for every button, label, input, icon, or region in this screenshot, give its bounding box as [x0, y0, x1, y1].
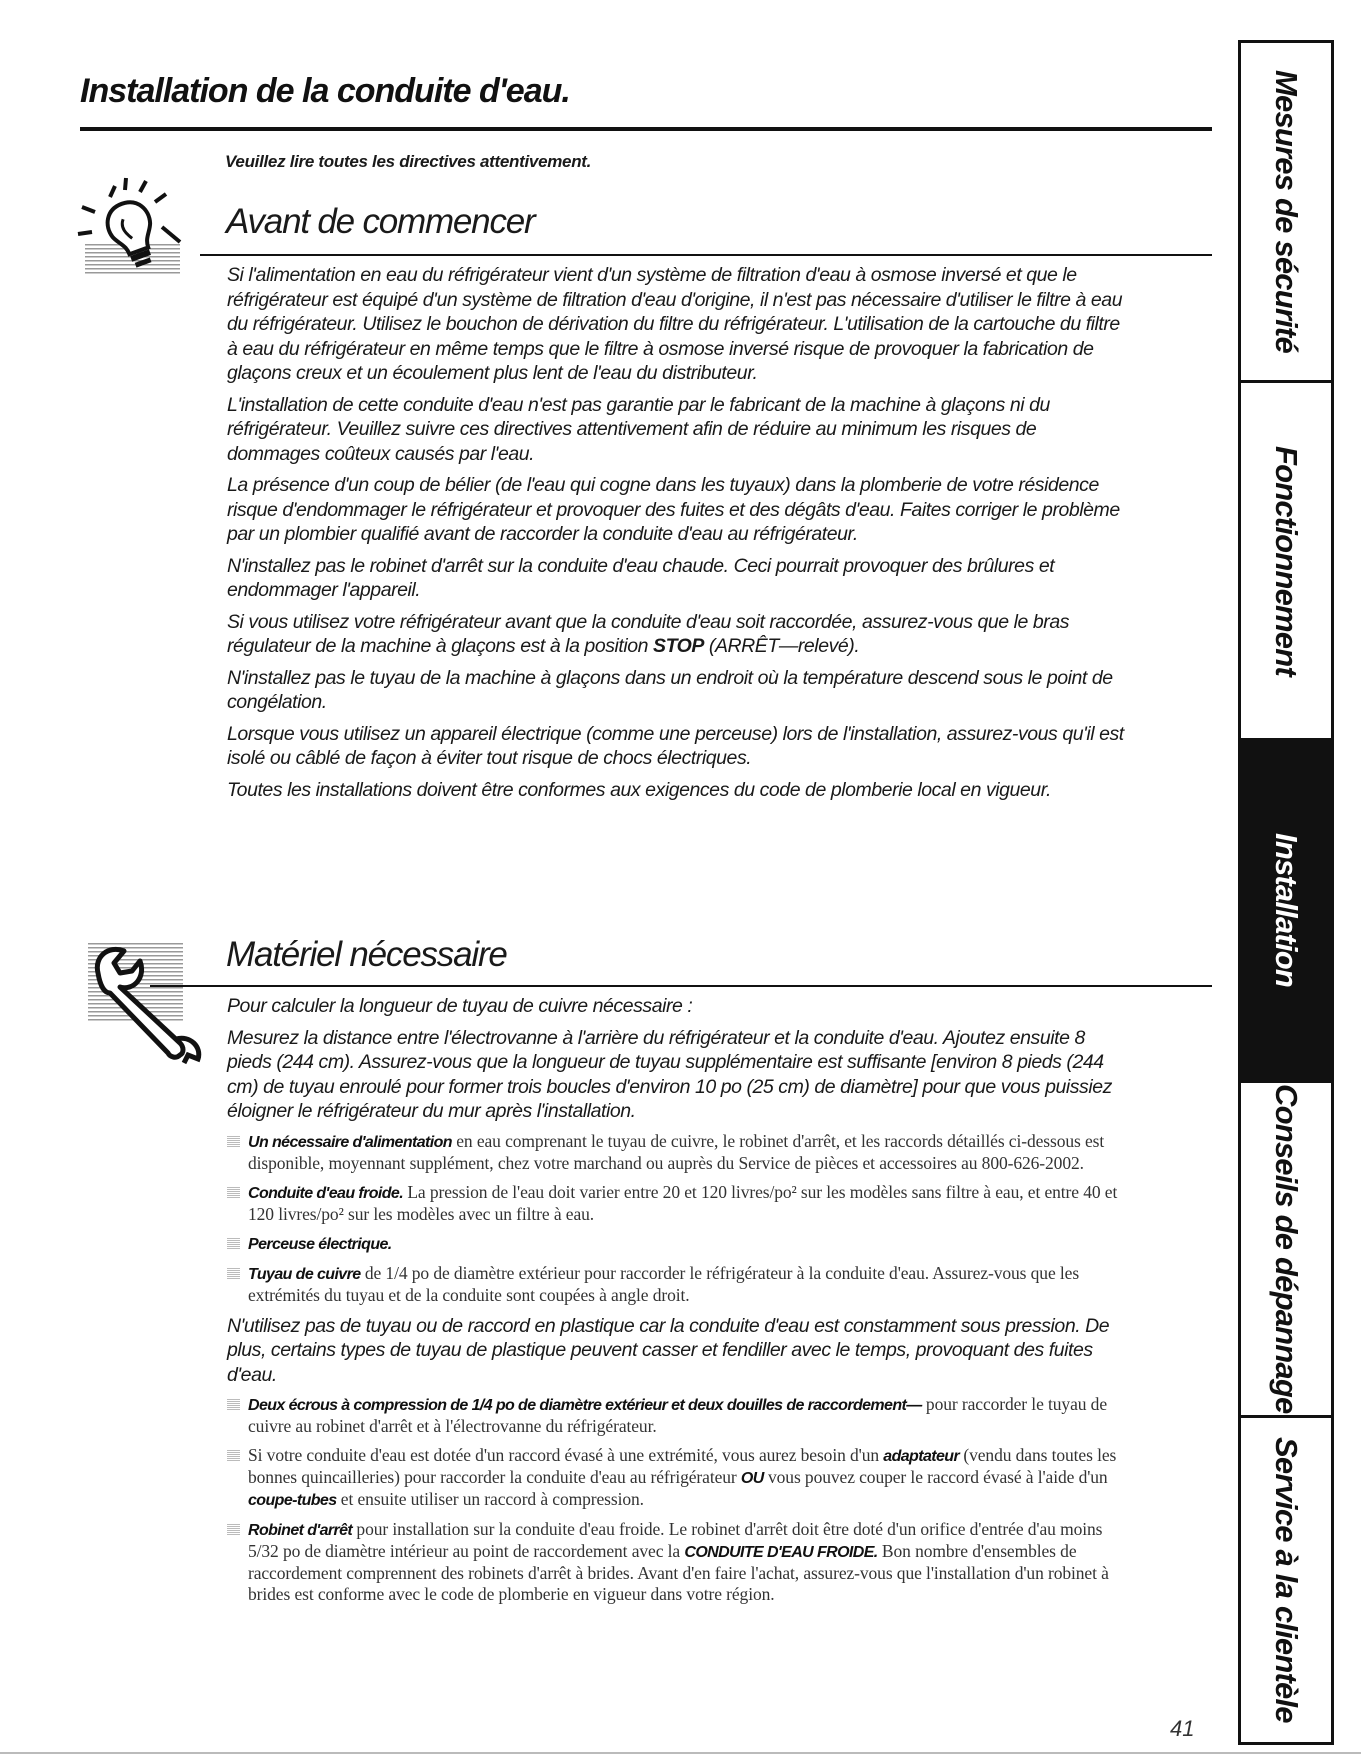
section-rule-before — [200, 254, 1212, 256]
list-item — [227, 1131, 1127, 1174]
tab-label: Installation — [1269, 833, 1304, 988]
tab-conseils-de-depannage[interactable] — [1241, 1083, 1331, 1418]
tab-label: Fonctionnement — [1269, 445, 1304, 676]
wrench-icon — [80, 935, 220, 1065]
bullet-square-icon — [227, 1523, 240, 1535]
paragraph: Si l'alimentation en eau du réfrigérateur vient d'un système de filtration d'eau à osmose inversé et que le réfrigérateur est équipé d'un système de filtration d'eau d'origine, il n'est pas nécessaire d'utiliser le filtre à eau du réfrigérateur. Utilisez le bouchon de dérivation du filtre du réfrigérateur. L'utilisation de la cartouche du filtre à eau du réfrigérateur en même temps que le filtre à osmose inversé risque de provoquer la fabrication de glaçons creux et un écoulement plus lent de l'eau du distributeur. — [227, 264, 1123, 384]
paragraph-text: (ARRÊT—relevé). — [703, 635, 860, 657]
paragraph: N'installez pas le tuyau de la machine à glaçons dans un endroit où la température descend sous le point de congélation. — [227, 666, 1113, 713]
paragraph: Mesurez la distance entre l'électrovanne à l'arrière du réfrigérateur et la conduite d'eau. Ajoutez ensuite 8 pieds (244 cm). Assurez-vous que la longueur de tuyau supplémentaire est suffisante [environ 8 pieds (244 cm) de tuyau enroulé pour former trois boucles d'environ 10 po (25 cm) de diamètre] pour que vous puissiez éloigner le réfrigérateur du mur après l'installation. — [227, 1026, 1112, 1122]
item-text: Si votre conduite d'eau est dotée d'un raccord évasé à une extrémité, vous aurez besoin d'un — [248, 1445, 884, 1465]
paragraph: Toutes les installations doivent être conformes aux exigences du code de plomberie local en vigueur. — [227, 778, 1051, 801]
section-heading-before: Avant de commencer — [226, 202, 535, 241]
list-item — [227, 1519, 1127, 1605]
tab-label: Conseils de dépannage — [1269, 1084, 1304, 1414]
paragraph: Pour calculer la longueur de tuyau de cuivre nécessaire : — [227, 995, 693, 1017]
page-number: 41 — [1170, 1716, 1195, 1741]
list-item — [227, 1394, 1127, 1437]
list-item — [227, 1445, 1127, 1511]
paragraph-text: Si vous utilisez votre réfrigérateur avant que la conduite d'eau soit raccordée, assurez-vous que le bras régulateur de la machine à glaçons est à la position — [227, 610, 1070, 657]
list-item — [227, 1182, 1127, 1225]
list-item — [227, 1233, 1127, 1255]
item-text: vous pouvez couper le raccord évasé à l'aide d'un — [763, 1467, 1108, 1487]
bullet-square-icon — [227, 1398, 240, 1410]
paragraph: La présence d'un coup de bélier (de l'eau qui cogne dans les tuyaux) dans la plomberie de votre résidence risque d'endommager le réfrigérateur et provoquer des fuites et des dégâts d'eau. Faites corriger le problème par un plombier qualifié avant de raccorder la conduite d'eau au réfrigérateur. — [227, 474, 1120, 545]
item-label: Perceuse électrique. — [248, 1235, 392, 1253]
item-text: en eau comprenant le tuyau de cuivre, le robinet d'arrêt, et les raccords détaillés ci-dessous est disponible, moyennant supplément, chez votre marchand ou auprès du Service de pièces et accessoires au 800-626-2002. — [248, 1130, 1105, 1173]
tab-mesures-de-securite[interactable] — [1241, 43, 1331, 383]
before-start-text — [227, 263, 1127, 809]
paragraph: Lorsque vous utilisez un appareil électrique (comme une perceuse) lors de l'installation, assurez-vous qu'il est isolé ou câblé de façon à éviter tout risque de chocs électriques. — [227, 722, 1124, 769]
plastic-warning: N'utilisez pas de tuyau ou de raccord en plastique car la conduite d'eau est constamment sous pression. De plus, certains types de tuyau de plastique peuvent casser et fendiller avec le temps, provoquant des fuites d'eau. — [227, 1314, 1110, 1386]
item-text: Bon nombre d'ensembles de raccordement comprennent des robinets d'arrêt à brides. Avant d'en faire l'achat, assurez-vous que l'installation d'un robinet à brides est conforme avec le code de plomberie en vigueur dans votre région. — [248, 1541, 1109, 1604]
bullet-square-icon — [227, 1449, 240, 1461]
item-label: CONDUITE D'EAU FROIDE. — [684, 1544, 878, 1561]
bottom-rule — [0, 1752, 1361, 1754]
tab-installation[interactable] — [1241, 741, 1331, 1083]
item-text: pour raccorder le tuyau de cuivre au robinet d'arrêt et à l'électrovanne du réfrigérateur. — [248, 1394, 1107, 1436]
item-label: Robinet d'arrêt — [248, 1522, 353, 1539]
paragraph: N'installez pas le robinet d'arrêt sur la conduite d'eau chaude. Ceci pourrait provoquer des brûlures et endommager l'appareil. — [227, 554, 1055, 601]
title-rule — [80, 127, 1212, 131]
bullet-square-icon — [227, 1186, 240, 1198]
bullet-square-icon — [227, 1237, 240, 1249]
item-text: (vendu dans toutes les bonnes quincailleries) pour raccorder la conduite d'eau au réfrigérateur — [248, 1445, 1117, 1487]
item-label: OU — [740, 1470, 764, 1487]
item-label: coupe-tubes — [248, 1492, 337, 1509]
stop-label: STOP — [653, 635, 704, 657]
item-text: de 1/4 po de diamètre extérieur pour raccorder le réfrigérateur à la conduite d'eau. Assurez-vous que les extrémités du tuyau et de la conduite sont coupées à angle droit. — [248, 1262, 1080, 1305]
materials-text — [227, 994, 1127, 1613]
warning-light-bulb-icon — [70, 172, 210, 282]
item-text: La pression de l'eau doit varier entre 20 et 120 livres/po² sur les modèles sans filtre à eau, et entre 40 et 120 livres/po² sur les modèles avec un filtre à eau. — [248, 1181, 1118, 1224]
section-rule-materials — [150, 985, 1212, 987]
item-label: Un nécessaire d'alimentation — [248, 1133, 452, 1151]
paragraph — [227, 610, 1127, 659]
item-label: Tuyau de cuivre — [248, 1265, 361, 1283]
list-item — [227, 1263, 1127, 1306]
section-heading-materials: Matériel nécessaire — [226, 935, 507, 974]
item-label: adaptateur — [883, 1448, 960, 1465]
paragraph: L'installation de cette conduite d'eau n'est pas garantie par le fabricant de la machine à glaçons ni du réfrigérateur. Veuillez suivre ces directives attentivement afin de réduire au minimum les risques de dommages coûteux causés par l'eau. — [227, 393, 1050, 465]
tab-label: Mesures de sécurité — [1269, 70, 1304, 353]
item-label: Conduite d'eau froide. — [248, 1184, 404, 1202]
page-title: Installation de la conduite d'eau. — [80, 72, 570, 110]
tab-fonctionnement[interactable] — [1241, 383, 1331, 741]
bullet-square-icon — [227, 1267, 240, 1279]
tab-service-a-la-clientele[interactable] — [1241, 1418, 1331, 1742]
tab-label: Service à la clientèle — [1269, 1437, 1304, 1723]
item-label: Deux écrous à compression de 1/4 po de diamètre extérieur et deux douilles de raccordement— — [248, 1397, 922, 1414]
item-text: et ensuite utiliser un raccord à compression. — [336, 1489, 644, 1509]
bullet-square-icon — [227, 1135, 240, 1147]
intro-text: Veuillez lire toutes les directives attentivement. — [225, 152, 592, 171]
item-text: pour installation sur la conduite d'eau froide. Le robinet d'arrêt doit être doté d'un orifice d'entrée d'au moins 5/32 po de diamètre intérieur au point de raccordement avec la — [248, 1519, 1103, 1561]
side-tabs — [1238, 40, 1334, 1745]
